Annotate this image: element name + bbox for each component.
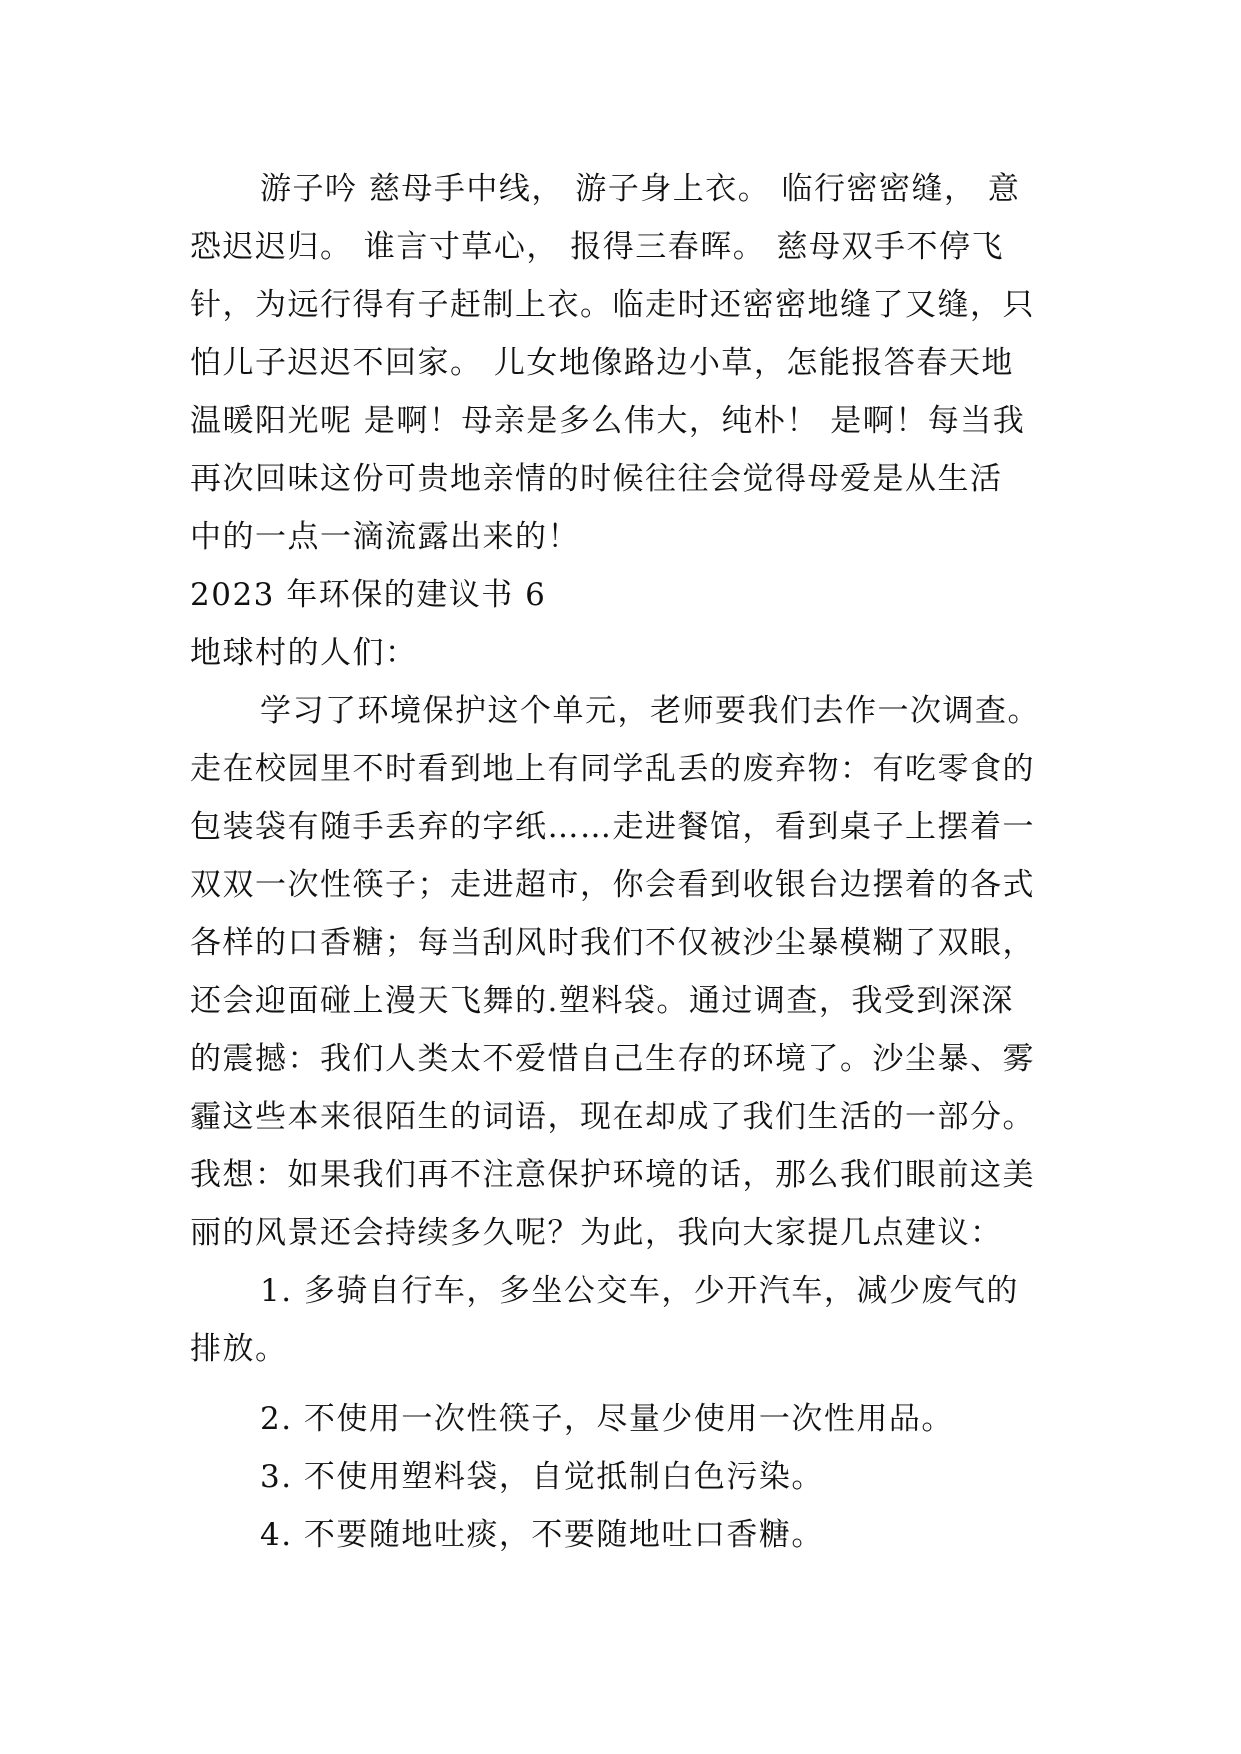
- list-item: [190, 1506, 1070, 1564]
- poem-line: 怕儿子迟迟不回家。 儿女地像路边小草，怎能报答春天地: [190, 345, 1014, 381]
- poem-section: [190, 160, 1070, 566]
- suggestion-text: 1. 多骑自行车，多坐公交车，少开汽车，减少废气的: [260, 1273, 1019, 1309]
- suggestion-list: [190, 1262, 1070, 1564]
- body-line: 包装袋有随手丢弃的字纸……走进餐馆，看到桌子上摆着一: [190, 809, 1035, 845]
- document-content: [190, 160, 1070, 1564]
- article-title: 2023 年环保的建议书 6: [190, 577, 547, 613]
- body-line: 丽的风景还会持续多久呢？为此，我向大家提几点建议：: [190, 1215, 1003, 1251]
- poem-line: 针，为远行得有子赶制上衣。临走时还密密地缝了又缝，只: [190, 287, 1035, 323]
- article-body: [190, 682, 1070, 1262]
- body-line: 各样的口香糖；每当刮风时我们不仅被沙尘暴模糊了双眼，: [190, 925, 1035, 961]
- body-line: 双双一次性筷子；走进超市，你会看到收银台边摆着的各式: [190, 867, 1035, 903]
- poem-line: 游子吟 慈母手中线， 游子身上衣。 临行密密缝， 意: [260, 171, 1021, 207]
- poem-line: 温暖阳光呢 是啊！母亲是多么伟大，纯朴！ 是啊！每当我: [190, 403, 1026, 439]
- body-line: 还会迎面碰上漫天飞舞的.塑料袋。通过调查，我受到深深: [190, 983, 1014, 1019]
- poem-line: 再次回味这份可贵地亲情的时候往往会觉得母爱是从生活: [190, 461, 1003, 497]
- suggestion-text: 3. 不使用塑料袋，自觉抵制白色污染。: [260, 1459, 824, 1495]
- body-line: 的震撼：我们人类太不爱惜自己生存的环境了。沙尘暴、雾: [190, 1041, 1035, 1077]
- suggestion-text-continued: 排放。: [190, 1331, 288, 1367]
- poem-line: 中的一点一滴流露出来的！: [190, 519, 580, 555]
- poem-line: 恐迟迟归。 谁言寸草心， 报得三春晖。 慈母双手不停飞: [190, 229, 1005, 265]
- body-line: 学习了环境保护这个单元，老师要我们去作一次调查。: [260, 693, 1040, 729]
- article-salutation: 地球村的人们：: [190, 635, 418, 671]
- body-line: 霾这些本来很陌生的词语，现在却成了我们生活的一部分。: [190, 1099, 1035, 1135]
- suggestion-text: 4. 不要随地吐痰，不要随地吐口香糖。: [260, 1517, 824, 1553]
- list-item: [190, 1390, 1070, 1448]
- body-line: 走在校园里不时看到地上有同学乱丢的废弃物：有吃零食的: [190, 751, 1035, 787]
- body-line: 我想：如果我们再不注意保护环境的话，那么我们眼前这美: [190, 1157, 1035, 1193]
- suggestion-text: 2. 不使用一次性筷子，尽量少使用一次性用品。: [260, 1401, 954, 1437]
- list-item: [190, 1262, 1070, 1378]
- paragraph-spacing: [190, 1378, 1070, 1390]
- list-item: [190, 1448, 1070, 1506]
